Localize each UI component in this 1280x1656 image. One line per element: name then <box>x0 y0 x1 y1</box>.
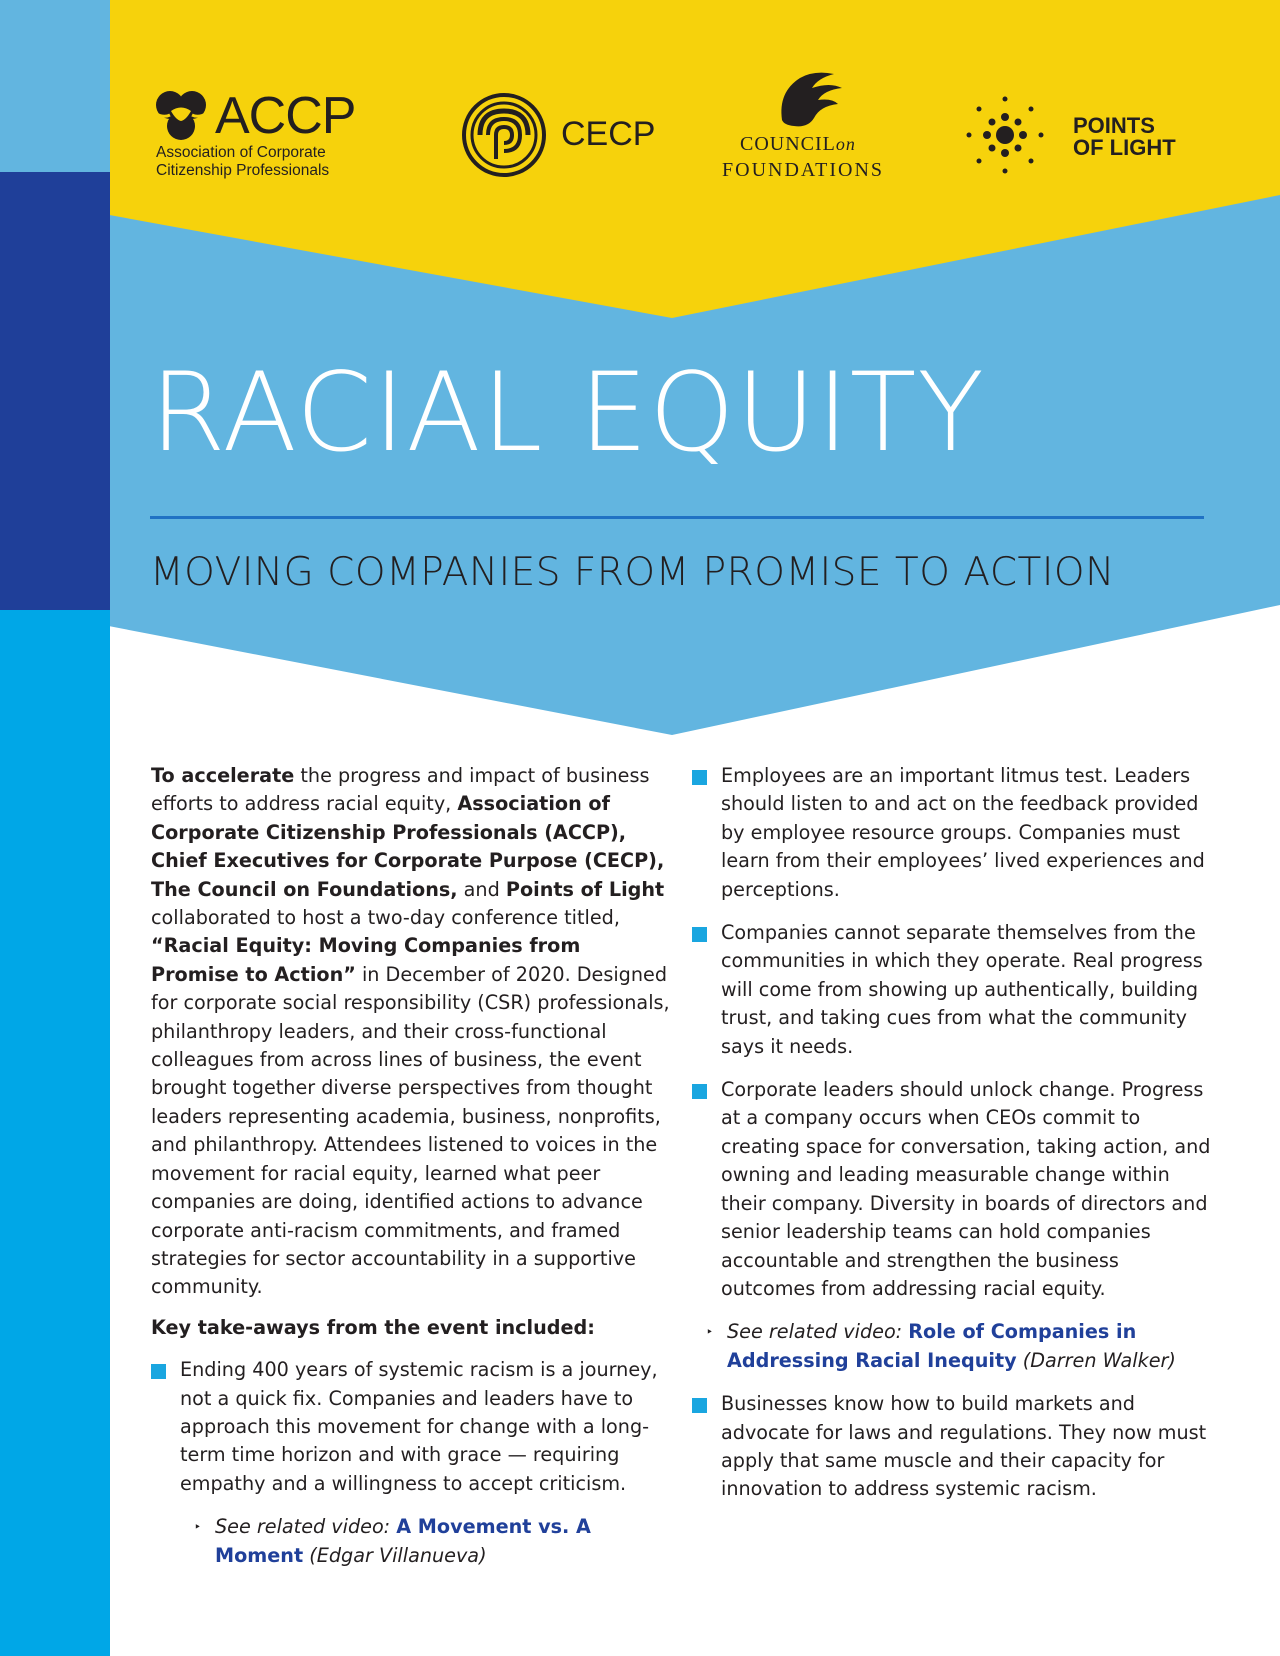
left-stripe-dark <box>0 172 110 610</box>
bullet-square-icon <box>692 1398 707 1413</box>
accp-logo-name: ACCP <box>215 87 356 145</box>
cecp-knot-icon <box>458 89 550 181</box>
bullet-square-icon <box>692 1084 707 1099</box>
arrow-bullet-icon: ‣ <box>706 1325 714 1340</box>
flame-icon <box>778 70 844 128</box>
accp-trefoil-icon <box>150 88 212 144</box>
key-takeaways-heading: Key take-aways from the event included: <box>151 1315 595 1339</box>
video-link[interactable]: Role of Companies in Addressing Racial Inequity <box>727 1320 1137 1372</box>
related-video: ‣ See related video: A Movement vs. A Moment (Edgar Villanueva) <box>194 1515 591 1567</box>
intro-paragraph: To accelerate the progress and impact of business efforts to address racial equity, Association of Corporate Citizenship Professionals (ACCP), Chief Executives for Corporate Purpose (CECP), The Council on Foundations, and Points of Light collaborated to host a two-day conference titled, “Racial Equity: Moving Companies from Promise to Action” in December of 2020. Designed for corporate social responsibility (CSR) professionals, philanthropy leaders, and their cross-functional colleagues from across lines of business, the event brought together diverse perspectives from thought leaders representing academia, business, nonprofits, and philanthropy. Attendees listened to voices in the movement for racial equity, learned what peer companies are doing, identified actions to advance corporate anti-racism commitments, and framed strategies for sector accountability in a supportive community. <box>151 764 670 1299</box>
bullet-square-icon <box>692 927 707 942</box>
accp-logo-subtitle-line2: Citizenship Professionals <box>156 162 330 179</box>
points-of-light-line2: OF LIGHT <box>1073 135 1176 160</box>
council-on-foundations-logo <box>778 70 844 128</box>
video-link[interactable]: A Movement vs. A Moment <box>215 1515 591 1567</box>
takeaway-item: Corporate leaders should unlock change. Progress at a company occurs when CEOs commit to creating space for conversation, taking action, and owning and leading measurable change within their company. Diversity in boards of directors and senior leadership teams can hold companies accountable and strengthen the business outcomes from addressing racial equity. <box>692 1076 1212 1303</box>
accp-logo <box>150 88 212 144</box>
accp-logo-subtitle-line1: Association of Corporate <box>156 144 326 161</box>
takeaway-item: Companies cannot separate themselves from the communities in which they operate. Real progress will come from showing up authentically, building trust, and taking cues from what the community says it needs. <box>692 919 1212 1061</box>
council-logo-line1: COUNCILon <box>740 133 856 155</box>
starburst-icon <box>965 93 1045 177</box>
title-divider <box>150 516 1204 519</box>
related-video: ‣ See related video: Role of Companies in Addressing Racial Inequity (Darren Walker) <box>706 1320 1176 1372</box>
cecp-logo-name: CECP <box>561 115 656 153</box>
points-of-light-logo <box>965 93 1045 177</box>
arrow-bullet-icon: ‣ <box>194 1520 202 1535</box>
left-stripe-top <box>0 0 110 172</box>
bullet-square-icon <box>692 770 707 785</box>
right-column <box>692 762 1212 1519</box>
council-logo-line2: FOUNDATIONS <box>722 159 885 181</box>
left-column <box>151 762 671 1585</box>
cecp-logo <box>458 89 550 181</box>
points-of-light-line1: POINTS <box>1073 113 1155 138</box>
bullet-square-icon <box>151 1364 166 1379</box>
left-stripe-bright <box>0 610 110 1656</box>
page-title: RACIAL EQUITY <box>150 349 985 476</box>
takeaway-item: Businesses know how to build markets and advocate for laws and regulations. They now must apply that same muscle and their capacity for innovation to address systemic racism. <box>692 1390 1212 1504</box>
takeaway-item: Ending 400 years of systemic racism is a journey, not a quick fix. Companies and leaders have to approach this movement for change with a long-term time horizon and with grace — requiring empathy and a willingness to accept criticism. <box>151 1356 671 1498</box>
page-subtitle: MOVING COMPANIES FROM PROMISE TO ACTION <box>150 550 1115 595</box>
takeaway-item: Employees are an important litmus test. Leaders should listen to and act on the feedback provided by employee resource groups. Companies must learn from their employees’ lived experiences and perceptions. <box>692 762 1212 904</box>
